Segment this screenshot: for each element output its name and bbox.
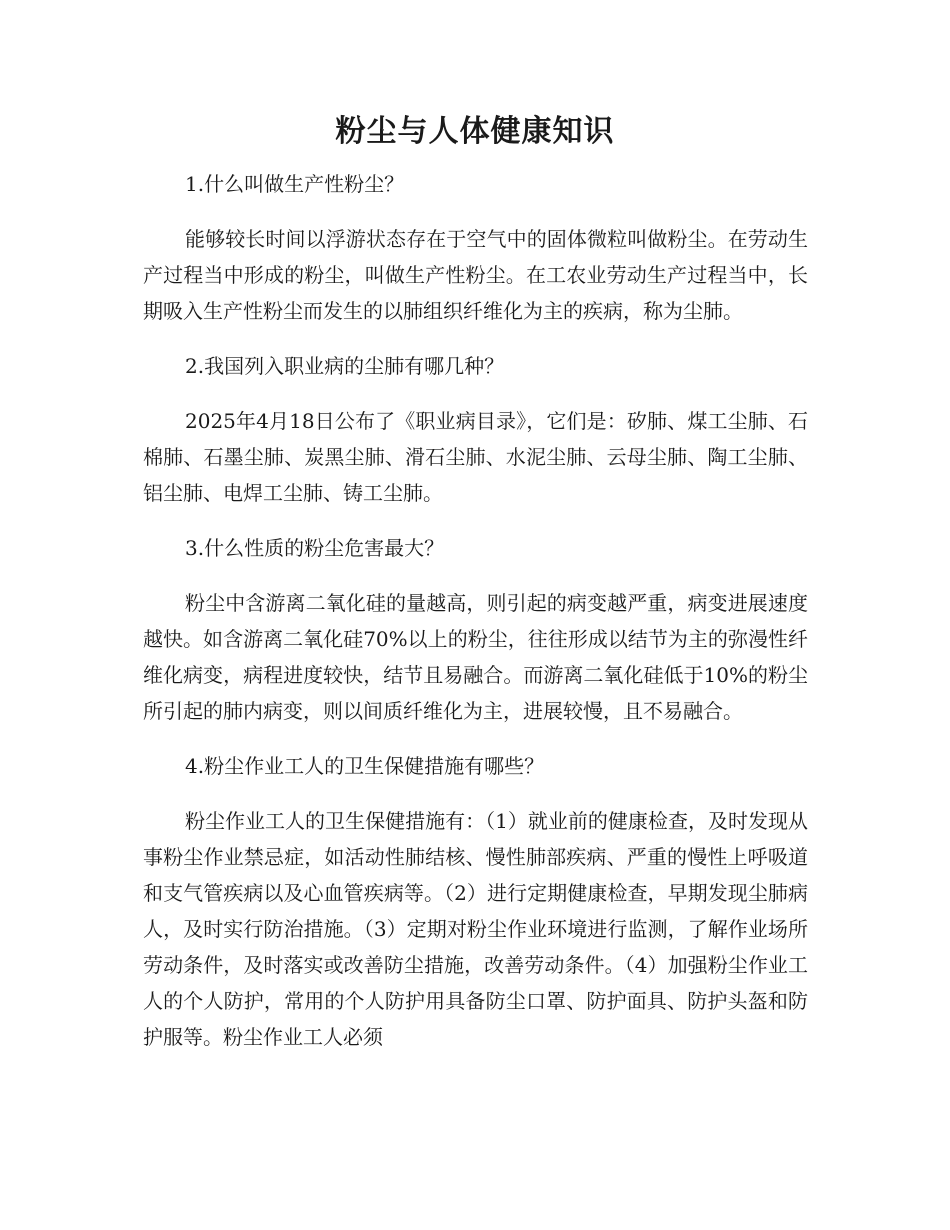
- section-2-answer: 2025年4月18日公布了《职业病目录》，它们是：矽肺、煤工尘肺、石棉肺、石墨尘肺、炭黑尘肺、滑石尘肺、水泥尘肺、云母尘肺、陶工尘肺、铝尘肺、电焊工尘肺、铸工尘肺。: [143, 409, 808, 505]
- section-1-question: 1.什么叫做生产性粉尘？: [185, 172, 405, 196]
- document-title: 粉尘与人体健康知识: [335, 114, 615, 149]
- section-4-answer: 粉尘作业工人的卫生保健措施有：（1）就业前的健康检查，及时发现从事粉尘作业禁忌症，如活动性肺结核、慢性肺部疾病、严重的慢性上呼吸道和支气管疾病以及心血管疾病等。（2）进行定期健康检查，早期发现尘肺病人，及时实行防治措施。（3）定期对粉尘作业环境进行监测，了解作业场所劳动条件，及时落实或改善防尘措施，改善劳动条件。（4）加强粉尘作业工人的个人防护，常用的个人防护用具备防尘口罩、防护面具、防护头盔和防护服等。粉尘作业工人必须: [143, 809, 808, 1049]
- section-3-answer: 粉尘中含游离二氧化硅的量越高，则引起的病变越严重，病变进展速度越快。如含游离二氧化硅70%以上的粉尘，往往形成以结节为主的弥漫性纤维化病变，病程进度较快，结节且易融合。而游离二氧化硅低于10%的粉尘所引起的肺内病变，则以间质纤维化为主，进展较慢，且不易融合。: [143, 591, 808, 723]
- section-4-question: 4.粉尘作业工人的卫生保健措施有哪些？: [185, 754, 545, 778]
- section-3-question: 3.什么性质的粉尘危害最大？: [185, 536, 445, 560]
- section-2-question: 2.我国列入职业病的尘肺有哪几种？: [185, 354, 505, 378]
- document-body: [143, 166, 808, 1074]
- section-1-answer: 能够较长时间以浮游状态存在于空气中的固体微粒叫做粉尘。在劳动生产过程当中形成的粉尘，叫做生产性粉尘。在工农业劳动生产过程当中，长期吸入生产性粉尘而发生的以肺组织纤维化为主的疾病，称为尘肺。: [143, 227, 808, 323]
